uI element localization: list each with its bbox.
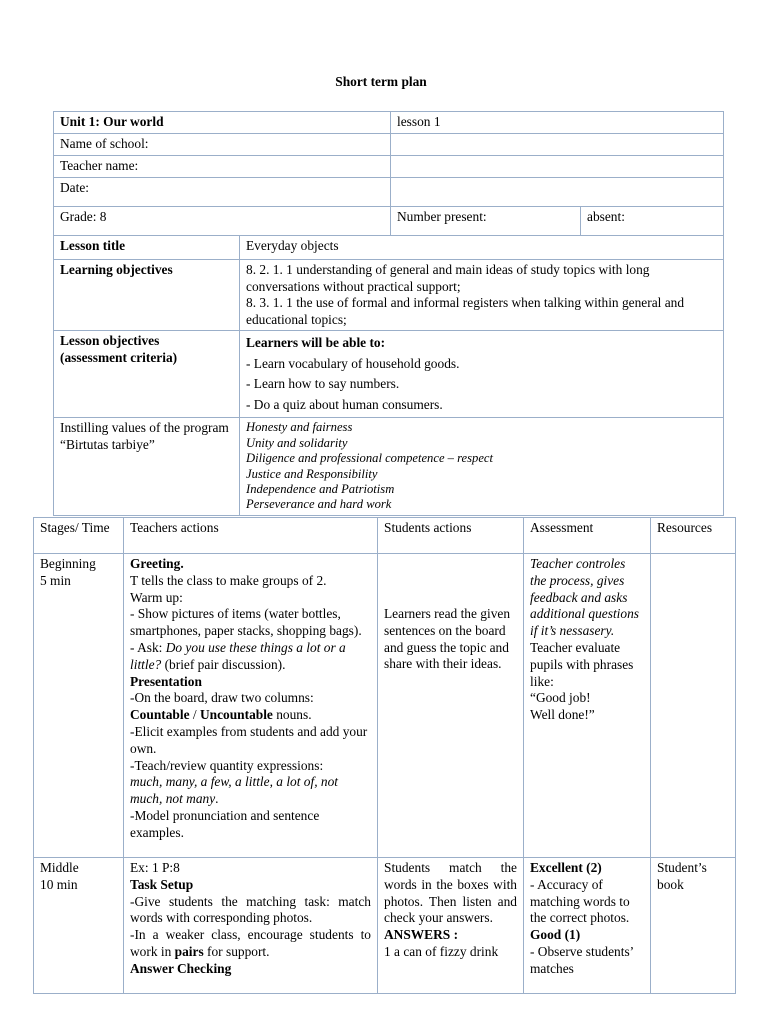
- teacher-step: -Give students the matching task: match words with corresponding photos.: [130, 893, 371, 926]
- teacher-step: -Teach/review quantity expressions:: [130, 757, 324, 773]
- teacher-step: - Show pictures of items (water bottles, smartphones, paper stacks, shopping bags).: [130, 606, 362, 639]
- number-present-cell: Number present:: [391, 207, 581, 236]
- lesson-number-cell: lesson 1: [391, 112, 724, 134]
- answers-heading: ANSWERS :: [384, 927, 459, 943]
- countable-label: Countable: [130, 707, 190, 723]
- answer-item: 1 a can of fizzy drink: [384, 943, 499, 959]
- pairs-prefix: -In a weaker class, encourage students to work in: [130, 927, 371, 959]
- lesson-title-value: Everyday objects: [240, 236, 724, 260]
- stage-name: Middle: [40, 860, 79, 875]
- students-action-text: Students match the words in the boxes with photos. Then listen and check your answers.: [384, 860, 517, 926]
- lesson-objective-2: - Learn how to say numbers.: [246, 376, 400, 392]
- able-heading: Learners will be able to:: [246, 335, 386, 351]
- stage-time: 5 min: [40, 572, 71, 588]
- pairs-suffix: for support.: [203, 943, 270, 959]
- presentation-heading: Presentation: [130, 673, 202, 689]
- lesson-objective-1: - Learn vocabulary of household goods.: [246, 355, 460, 371]
- lesson-objectives-label-line: Lesson objectives: [60, 333, 160, 349]
- lesson-objectives-value: [240, 331, 724, 418]
- values-label: Instilling values of the program “Birtutas tarbiye”: [54, 418, 240, 515]
- pairs-word: pairs: [174, 943, 204, 959]
- header-teachers-actions: Teachers actions: [124, 518, 378, 554]
- teacher-step: -On the board, draw two columns:: [130, 690, 314, 706]
- lesson-title-label: Lesson title: [54, 236, 240, 260]
- lesson-info-table: [53, 111, 724, 516]
- teacher-step: -Elicit examples from students and add your own.: [130, 723, 368, 756]
- values-list: [240, 418, 724, 515]
- beginning-assessment: [524, 554, 651, 858]
- objective-1: 8. 2. 1. 1 understanding of general and main ideas of study topics with long conversations without practical support;: [246, 262, 650, 294]
- objective-2: 8. 3. 1. 1 the use of formal and informal registers when talking within general and educational topics;: [246, 295, 685, 327]
- beginning-stage: [34, 554, 124, 858]
- middle-teacher-actions: [124, 858, 378, 994]
- value-item: Unity and solidarity: [246, 435, 348, 450]
- teacher-step: Warm up:: [130, 589, 183, 605]
- middle-resources: Student’s book: [651, 858, 736, 994]
- teacher-step-nouns: [130, 707, 371, 724]
- assessment-criteria-label: (assessment criteria): [60, 349, 178, 365]
- teacher-step-ask: [130, 640, 371, 674]
- teacher-label: Teacher name:: [54, 156, 391, 178]
- date-value[interactable]: [391, 178, 724, 207]
- header-assessment: Assessment: [524, 518, 651, 554]
- learning-objectives-value: [240, 260, 724, 331]
- teacher-step-pairs: [130, 927, 371, 961]
- exercise-ref: Ex: 1 P:8: [130, 860, 180, 875]
- value-item: Honesty and fairness: [246, 420, 353, 435]
- ask-prefix: - Ask:: [130, 639, 166, 655]
- assessment-text: “Good job!: [530, 690, 591, 706]
- teacher-step: -Model pronunciation and sentence examples.: [130, 807, 320, 840]
- students-action-text: Learners read the given sentences on the board and guess the topic and share with their ideas.: [384, 606, 511, 672]
- stage-time: 10 min: [40, 876, 78, 892]
- quantity-expressions: [130, 774, 371, 808]
- nouns-suffix: nouns.: [272, 707, 312, 723]
- header-stages: Stages/ Time: [34, 518, 124, 554]
- unit-cell: Unit 1: Our world: [54, 112, 391, 134]
- date-label: Date:: [54, 178, 391, 207]
- assessment-text: - Observe students’ matches: [530, 943, 634, 976]
- task-setup-heading: Task Setup: [130, 876, 194, 892]
- stage-name: Beginning: [40, 556, 96, 571]
- header-resources: Resources: [651, 518, 736, 554]
- ask-suffix: (brief pair discussion).: [161, 656, 286, 672]
- uncountable-label: Uncountable: [199, 707, 273, 723]
- lesson-objective-3: - Do a quiz about human consumers.: [246, 396, 443, 412]
- middle-assessment: [524, 858, 651, 994]
- answer-checking-heading: Answer Checking: [130, 960, 232, 976]
- beginning-students-actions: [378, 554, 524, 858]
- beginning-resources: [651, 554, 736, 858]
- assessment-text: Teacher evaluate pupils with phrases like:: [530, 639, 634, 689]
- good-heading: Good (1): [530, 927, 581, 943]
- ask-question: Do you use these things a lot or a little?: [130, 639, 346, 672]
- middle-stage: [34, 858, 124, 994]
- period: .: [215, 791, 219, 807]
- page-title: Short term plan: [335, 74, 427, 89]
- assessment-text: - Accuracy of matching words to the correct photos.: [530, 876, 630, 926]
- middle-students-actions: [378, 858, 524, 994]
- teacher-step: T tells the class to make groups of 2.: [130, 572, 327, 588]
- value-item: Perseverance and hard work: [246, 497, 392, 512]
- lesson-objectives-label: [54, 331, 240, 418]
- lesson-plan-table: [33, 517, 736, 994]
- excellent-heading: Excellent (2): [530, 860, 602, 875]
- teacher-value[interactable]: [391, 156, 724, 178]
- absent-cell: absent:: [581, 207, 724, 236]
- beginning-teacher-actions: [124, 554, 378, 858]
- greeting-heading: Greeting.: [130, 556, 184, 571]
- value-item: Diligence and professional competence – respect: [246, 451, 494, 466]
- separator: /: [189, 707, 200, 723]
- value-item: Independence and Patriotism: [246, 482, 395, 496]
- value-item: Justice and Responsibility: [246, 466, 378, 481]
- school-value[interactable]: [391, 134, 724, 156]
- expressions-list: much, many, a few, a little, a lot of, not much, not many: [130, 774, 339, 807]
- school-label: Name of school:: [54, 134, 391, 156]
- header-students-actions: Students actions: [378, 518, 524, 554]
- learning-objectives-label: Learning objectives: [54, 260, 240, 331]
- assessment-note: Teacher controles the process, gives feedback and asks additional questions if it’s nessasery.: [530, 556, 639, 639]
- grade-cell: Grade: 8: [54, 207, 391, 236]
- assessment-text: Well done!”: [530, 707, 595, 723]
